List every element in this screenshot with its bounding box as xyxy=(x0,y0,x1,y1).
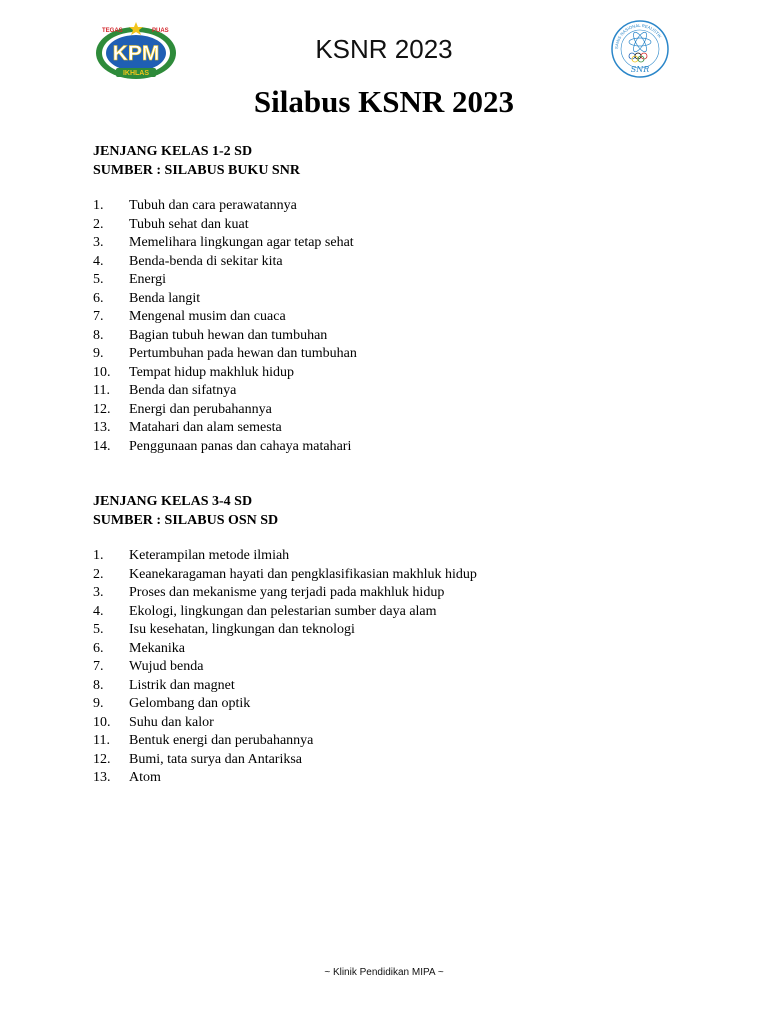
list-item-number: 4. xyxy=(93,253,104,269)
list-item-number: 9. xyxy=(93,696,104,711)
list-item-text: Bagian tubuh hewan dan tumbuhan xyxy=(129,327,328,343)
list-item xyxy=(93,584,477,603)
topic-list xyxy=(93,197,357,456)
kpm-logo-top-right: PUAS xyxy=(152,28,169,34)
snr-logo-main: SNR xyxy=(630,65,650,74)
list-item xyxy=(93,658,477,677)
list-item xyxy=(93,234,357,253)
list-item xyxy=(93,364,357,383)
list-item-text: Bentuk energi dan perubahannya xyxy=(129,733,314,748)
list-item-text: Benda langit xyxy=(129,290,201,306)
list-item xyxy=(93,695,477,714)
list-item-number: 5. xyxy=(93,272,104,287)
list-item xyxy=(93,732,477,751)
list-item-text: Penggunaan panas dan cahaya matahari xyxy=(129,438,352,454)
list-item-text: Tempat hidup makhluk hidup xyxy=(129,364,295,380)
list-item-number: 7. xyxy=(93,659,104,674)
list-item-text: Isu kesehatan, lingkungan dan teknologi xyxy=(129,622,355,637)
list-item-text: Suhu dan kalor xyxy=(129,714,214,730)
section-source: SUMBER : SILABUS BUKU SNR xyxy=(93,162,300,178)
list-item-number: 12. xyxy=(93,401,111,417)
list-item xyxy=(93,253,357,272)
list-item xyxy=(93,419,357,438)
list-item-text: Mekanika xyxy=(129,640,185,656)
list-item xyxy=(93,382,357,401)
list-item-number: 5. xyxy=(93,622,104,637)
list-item-text: Proses dan mekanisme yang terjadi pada makhluk hidup xyxy=(129,585,445,600)
list-item-text: Wujud benda xyxy=(129,659,204,674)
list-item-text: Listrik dan magnet xyxy=(129,677,235,693)
list-item-number: 10. xyxy=(93,714,111,730)
list-item-number: 3. xyxy=(93,585,104,600)
list-item-number: 2. xyxy=(93,216,104,232)
list-item-number: 12. xyxy=(93,751,111,767)
list-item-text: Pertumbuhan pada hewan dan tumbuhan xyxy=(129,346,357,361)
footer-text: ~ Klinik Pendidikan MIPA ~ xyxy=(324,967,444,978)
section-level: JENJANG KELAS 1-2 SD xyxy=(93,144,253,159)
kpm-logo-main: KPM xyxy=(112,42,160,65)
list-item xyxy=(93,290,357,309)
section-source: SUMBER : SILABUS OSN SD xyxy=(93,512,279,528)
list-item-number: 14. xyxy=(93,438,111,454)
list-item xyxy=(93,345,357,364)
list-item-text: Benda dan sifatnya xyxy=(129,383,237,398)
list-item xyxy=(93,308,357,327)
kpm-logo-top-left: TEGAS xyxy=(102,28,123,34)
list-item-number: 6. xyxy=(93,640,104,656)
list-item xyxy=(93,547,477,566)
section-grade-3-4 xyxy=(93,493,477,788)
list-item-number: 1. xyxy=(93,548,104,563)
list-item xyxy=(93,751,477,770)
list-item-text: Gelombang dan optik xyxy=(129,696,251,711)
list-item-text: Keanekaragaman hayati dan pengklasifikasian makhluk hidup xyxy=(129,566,477,582)
list-item xyxy=(93,677,477,696)
list-item xyxy=(93,327,357,346)
list-item xyxy=(93,621,477,640)
list-item-number: 6. xyxy=(93,290,104,306)
list-item-number: 11. xyxy=(93,733,110,748)
section-level: JENJANG KELAS 3-4 SD xyxy=(93,494,253,509)
list-item-number: 13. xyxy=(93,770,111,785)
list-item-text: Ekologi, lingkungan dan pelestarian sumber daya alam xyxy=(129,603,437,619)
list-item-number: 13. xyxy=(93,420,111,435)
header-title: KSNR 2023 xyxy=(315,34,453,64)
list-item-number: 4. xyxy=(93,603,104,619)
kpm-logo-bottom: IKHLAS xyxy=(122,70,150,77)
list-item xyxy=(93,197,357,216)
list-item xyxy=(93,271,357,290)
list-item-number: 2. xyxy=(93,566,104,582)
list-item-number: 1. xyxy=(93,198,104,213)
list-item-text: Benda-benda di sekitar kita xyxy=(129,253,283,269)
list-item-text: Tubuh sehat dan kuat xyxy=(129,216,249,232)
list-item-text: Memelihara lingkungan agar tetap sehat xyxy=(129,235,354,250)
list-item-number: 7. xyxy=(93,309,104,324)
list-item xyxy=(93,566,477,585)
list-item-number: 11. xyxy=(93,383,110,398)
list-item-number: 9. xyxy=(93,346,104,361)
list-item-text: Bumi, tata surya dan Antariksa xyxy=(129,751,303,767)
list-item-number: 8. xyxy=(93,327,104,343)
document-title: Silabus KSNR 2023 xyxy=(253,84,515,119)
list-item-number: 8. xyxy=(93,677,104,693)
list-item-text: Energi xyxy=(129,272,167,287)
list-item xyxy=(93,640,477,659)
list-item-text: Energi dan perubahannya xyxy=(129,401,272,417)
list-item-text: Matahari dan alam semesta xyxy=(129,420,282,435)
list-item-text: Keterampilan metode ilmiah xyxy=(129,548,290,563)
list-item xyxy=(93,769,477,788)
snr-logo xyxy=(610,18,670,80)
snr-logo-ring-text: SAINS NASIONAL REALISTIK xyxy=(613,22,663,50)
list-item-number: 10. xyxy=(93,364,111,380)
list-item xyxy=(93,401,357,420)
list-item xyxy=(93,603,477,622)
list-item xyxy=(93,714,477,733)
list-item xyxy=(93,216,357,235)
list-item xyxy=(93,438,357,457)
section-grade-1-2 xyxy=(93,143,357,456)
list-item-number: 3. xyxy=(93,235,104,250)
list-item-text: Mengenal musim dan cuaca xyxy=(129,309,286,324)
list-item-text: Tubuh dan cara perawatannya xyxy=(129,198,297,213)
list-item-text: Atom xyxy=(129,770,161,785)
topic-list xyxy=(93,547,477,788)
